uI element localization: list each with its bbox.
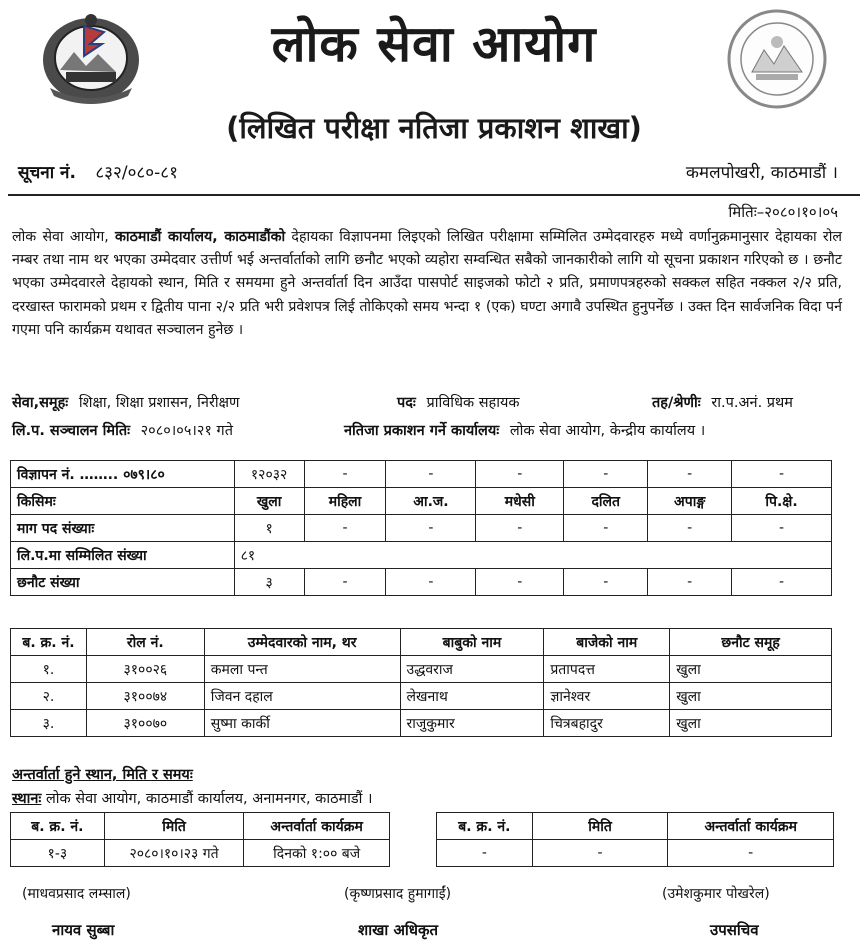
interview-venue [12, 788, 373, 808]
column-header: मिति [104, 813, 244, 840]
summary-cell: - [386, 569, 476, 596]
summary-cell: - [564, 569, 648, 596]
summary-cell: खुला [234, 488, 304, 515]
table-cell: सुष्मा कार्की [204, 710, 400, 737]
summary-table [10, 460, 832, 596]
header-divider [8, 194, 860, 196]
summary-row-type [11, 488, 832, 515]
table-cell: १. [11, 656, 87, 683]
venue-value: लोक सेवा आयोग, काठमाडौं कार्यालय, अनामनगर, काठमाडौं । [41, 791, 373, 807]
summary-row-label: माग पद संख्याः [11, 515, 235, 542]
summary-cell: महिला [304, 488, 386, 515]
column-header: ब. क्र. नं. [11, 629, 87, 656]
table-cell: ज्ञानेश्वर [544, 683, 670, 710]
table-cell: खुला [670, 656, 832, 683]
summary-cell: १ [234, 515, 304, 542]
column-header: ब. क्र. नं. [11, 813, 105, 840]
column-header: उम्मेदवारको नाम, थर [204, 629, 400, 656]
summary-cell: १२०३२ [234, 461, 304, 488]
table-cell: चित्रबहादुर [544, 710, 670, 737]
venue-label: स्थानः [12, 791, 42, 807]
table-cell: कमला पन्त [204, 656, 400, 683]
summary-cell: ३ [234, 569, 304, 596]
table-cell: ३१००७० [86, 710, 204, 737]
table-row [11, 840, 390, 867]
notice-number-label: सूचना नं. [18, 163, 76, 183]
candidates-header-row [11, 629, 832, 656]
office-location: कमलपोखरी, काठमाडौं । [685, 163, 838, 183]
notice-body [12, 226, 842, 342]
column-header: अन्तर्वार्ता कार्यक्रम [244, 813, 390, 840]
body-text-bold: काठमाडौं कार्यालय, काठमाडौंको [115, 229, 286, 245]
interview-table-left [10, 812, 390, 867]
summary-row-label: किसिमः [11, 488, 235, 515]
table-row [11, 710, 832, 737]
summary-cell: दलित [564, 488, 648, 515]
level-value: रा.प.अनं. प्रथम [711, 395, 793, 411]
table-cell: प्रतापदत्त [544, 656, 670, 683]
table-row [437, 840, 834, 867]
signatory-name-2: (कृष्णप्रसाद हुमागाईं) [344, 886, 452, 902]
interview-header-row [437, 813, 834, 840]
summary-cell: आ.ज. [386, 488, 476, 515]
body-text-1: लोक सेवा आयोग, [12, 229, 116, 245]
post-value: प्राविधिक सहायक [426, 395, 520, 411]
post-label: पदः [397, 395, 416, 411]
summary-cell: - [648, 569, 732, 596]
summary-cell: - [304, 461, 386, 488]
signatory-name-3: (उमेशकुमार पोखरेल) [662, 886, 770, 902]
summary-cell: ८१ [234, 542, 831, 569]
summary-cell: - [564, 461, 648, 488]
column-header: रोल नं. [86, 629, 204, 656]
table-cell: राजुकुमार [400, 710, 544, 737]
summary-row-demand [11, 515, 832, 542]
summary-cell: पि.क्षे. [732, 488, 832, 515]
exam-date-value: २०८०।०५।२१ गते [140, 423, 233, 439]
summary-cell: - [386, 461, 476, 488]
notice-row [18, 160, 838, 188]
table-cell: २. [11, 683, 87, 710]
office-label: नतिजा प्रकाशन गर्ने कार्यालयः [344, 423, 500, 439]
service-value: शिक्षा, शिक्षा प्रशासन, निरीक्षण [78, 395, 240, 411]
table-cell: जिवन दहाल [204, 683, 400, 710]
table-cell: - [437, 840, 533, 867]
column-header: मिति [532, 813, 668, 840]
column-header: बाजेको नाम [544, 629, 670, 656]
table-cell: दिनको १:०० बजे [244, 840, 390, 867]
page-title: लोक सेवा आयोग [271, 15, 597, 73]
table-cell: खुला [670, 710, 832, 737]
summary-cell: - [732, 515, 832, 542]
table-cell: ३१००७४ [86, 683, 204, 710]
summary-cell: - [648, 515, 732, 542]
meta-row-1 [12, 392, 842, 412]
summary-cell: - [732, 569, 832, 596]
interview-header-row [11, 813, 390, 840]
notice-date: मितिः–२०८०।१०।०५ [728, 203, 838, 221]
service-label: सेवा,समूहः [12, 395, 69, 411]
table-cell: खुला [670, 683, 832, 710]
table-cell: उद्धवराज [400, 656, 544, 683]
page-subtitle: (लिखित परीक्षा नतिजा प्रकाशन शाखा) [226, 111, 642, 145]
summary-row-selected [11, 569, 832, 596]
table-cell: लेखनाथ [400, 683, 544, 710]
table-cell: १-३ [11, 840, 105, 867]
summary-cell: - [564, 515, 648, 542]
summary-row-participants [11, 542, 832, 569]
table-cell: ३. [11, 710, 87, 737]
summary-row-label: लि.प.मा सम्मिलित संख्या [11, 542, 235, 569]
column-header: अन्तर्वार्ता कार्यक्रम [668, 813, 834, 840]
signatory-name-1: (माधवप्रसाद लम्साल) [22, 886, 131, 902]
meta-row-2 [12, 420, 842, 440]
summary-cell: - [476, 461, 564, 488]
signatory-post-2: शाखा अधिकृत [358, 921, 439, 939]
summary-row-label: विज्ञापन नं. …….. ०७९।८० [11, 461, 235, 488]
body-text-2: देहायका विज्ञापनमा लिइएको लिखित परीक्षामा सम्मिलित उम्मेदवारहरु मध्ये वर्णानुक्रमानुसार देहायका रोल नम्बर तथा नाम थर भएका उम्मेदवार उत्तीर्ण भई अन्तर्वार्ताको लागि छनौट भएको व्यहोरा सम्वन्धित सबैको जानकारीको लागि यो सूचना प्रकाशन गरिएको छ । छनौट भएका उम्मेदवारले देहायको स्थान, मिति र समयमा हुने अन्तर्वार्ता दिन आउँदा पासपोर्ट साइजको फोटो २ प्रति, प्रमाणपत्रहरुको सक्कल सहित नक्कल २/२ प्रति, दरखास्त फारामको प्रथम र द्वितीय पाना २/२ प्रति भरी प्रवेशपत्र लिई तोकिएको समय भन्दा १ (एक) घण्टा अगावै उपस्थित हुनुपर्नेछ । उक्त दिन सार्वजनिक विदा पर्न गएमा पनि कार्यक्रम यथावत सञ्चालन हुनेछ । [12, 229, 842, 338]
summary-cell: - [304, 515, 386, 542]
candidates-table [10, 628, 832, 737]
office-value: लोक सेवा आयोग, केन्द्रीय कार्यालय । [509, 423, 706, 439]
interview-table-right [436, 812, 834, 867]
column-header: बाबुको नाम [400, 629, 544, 656]
summary-cell: - [476, 515, 564, 542]
signatory-post-3: उपसचिव [710, 921, 759, 939]
table-cell: ३१००२६ [86, 656, 204, 683]
summary-cell: अपाङ्ग [648, 488, 732, 515]
interview-section-title: अन्तर्वार्ता हुने स्थान, मिति र समयः [12, 767, 193, 783]
table-row [11, 683, 832, 710]
table-cell: २०८०।१०।२३ गते [104, 840, 244, 867]
exam-date-label: लि.प. सञ्चालन मितिः [12, 423, 131, 439]
summary-row-advertisement [11, 461, 832, 488]
notice-number: ८३२/०८०-८१ [95, 163, 178, 183]
level-label: तह/श्रेणीः [652, 395, 701, 411]
summary-row-label: छनौट संख्या [11, 569, 235, 596]
column-header: ब. क्र. नं. [437, 813, 533, 840]
summary-cell: - [648, 461, 732, 488]
column-header: छनौट समूह [670, 629, 832, 656]
table-row [11, 656, 832, 683]
summary-cell: - [732, 461, 832, 488]
summary-cell: - [476, 569, 564, 596]
table-cell: - [668, 840, 834, 867]
table-cell: - [532, 840, 668, 867]
summary-cell: मधेसी [476, 488, 564, 515]
signatory-post-1: नायव सुब्बा [52, 921, 115, 939]
summary-cell: - [386, 515, 476, 542]
summary-cell: - [304, 569, 386, 596]
